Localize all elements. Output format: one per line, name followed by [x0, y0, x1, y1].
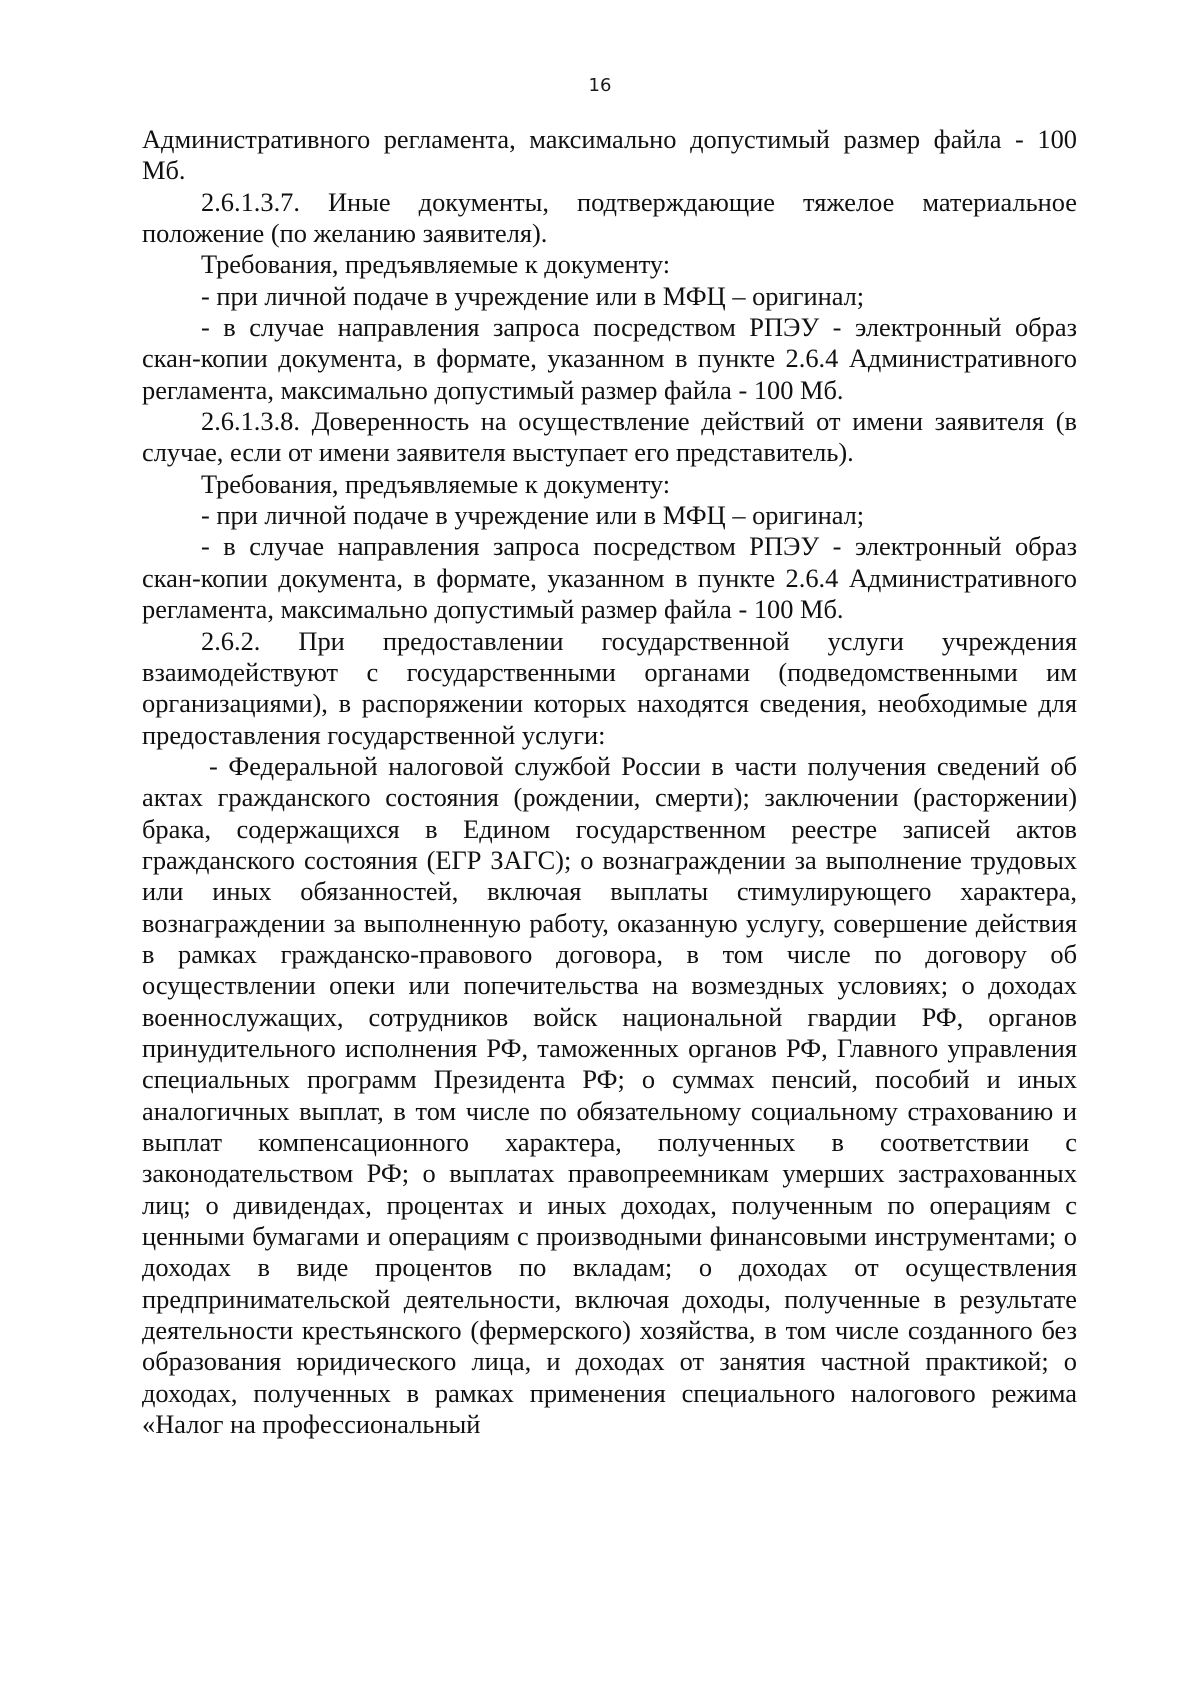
paragraph-2-6-2: 2.6.2. При предоставлении государственной услуги учреждения взаимодействуют с государственными органами (подведомственными им организациями), в распоряжении которых находятся сведения, необходимые для предоставления государственной услуги: [142, 625, 1077, 750]
paragraph-rpeu-request: - в случае направления запроса посредством РПЭУ - электронный образ скан-копии документа, в формате, указанном в пункте 2.6.4 Административного регламента, максимально допустимый размер файла - 100 Мб. [142, 312, 1077, 405]
paragraph-fns-info: - Федеральной налоговой службой России в части получения сведений об актах гражданского состояния (рождении, смерти); заключении (расторжении) брака, содержащихся в Едином государственном реестре записей актов гражданского состояния (ЕГР ЗАГС); о вознаграждении за выполнение трудовых или иных обязанностей, включая выплаты стимулирующего характера, вознаграждении за выполненную работу, оказанную услугу, совершение действия в рамках гражданско-правового договора, в том числе по договору об осуществлении опеки или попечительства на возмездных условиях; о доходах военнослужащих, сотрудников войск национальной гвардии РФ, органов принудительного исполнения РФ, таможенных органов РФ, Главного управления специальных программ Президента РФ; о суммах пенсий, пособий и иных аналогичных выплат, в том числе по обязательному социальному страхованию и выплат компенсационного характера, полученных в соответствии с законодательством РФ; о выплатах правопреемникам умерших застрахованных лиц; о дивидендах, процентах и иных доходах, полученным по операциям с ценными бумагами и операциям с производными финансовыми инструментами; о доходах в виде процентов по вкладам; о доходах от осуществления предпринимательской деятельности, включая доходы, полученные в результате деятельности крестьянского (фермерского) хозяйства, в том числе созданного без образования юридического лица, и доходах от занятия частной практикой; о доходах, полученных в рамках применения специального налогового режима «Налог на профессиональный [142, 750, 1077, 1440]
paragraph-requirements-heading: Требования, предъявляемые к документу: [201, 249, 671, 280]
paragraph-requirements-heading: Требования, предъявляемые к документу: [201, 468, 671, 499]
paragraph-rpeu-request: - в случае направления запроса посредством РПЭУ - электронный образ скан-копии документа, в формате, указанном в пункте 2.6.4 Административного регламента, максимально допустимый размер файла - 100 Мб. [142, 531, 1077, 625]
paragraph-continuation: Административного регламента, максимально допустимый размер файла - 100 Мб. [142, 124, 1077, 186]
document-body [142, 124, 1077, 1440]
paragraph-personal-submission: - при личной подаче в учреждение или в МФЦ – оригинал; [201, 500, 865, 531]
paragraph-2-6-1-3-8: 2.6.1.3.8. Доверенность на осуществление действий от имени заявителя (в случае, если от имени заявителя выступает его представитель). [142, 406, 1077, 468]
paragraph-2-6-1-3-7: 2.6.1.3.7. Иные документы, подтверждающие тяжелое материальное положение (по желанию заявителя). [142, 186, 1077, 249]
page-number: 16 [588, 75, 612, 96]
paragraph-personal-submission: - при личной подаче в учреждение или в МФЦ – оригинал; [201, 280, 865, 311]
